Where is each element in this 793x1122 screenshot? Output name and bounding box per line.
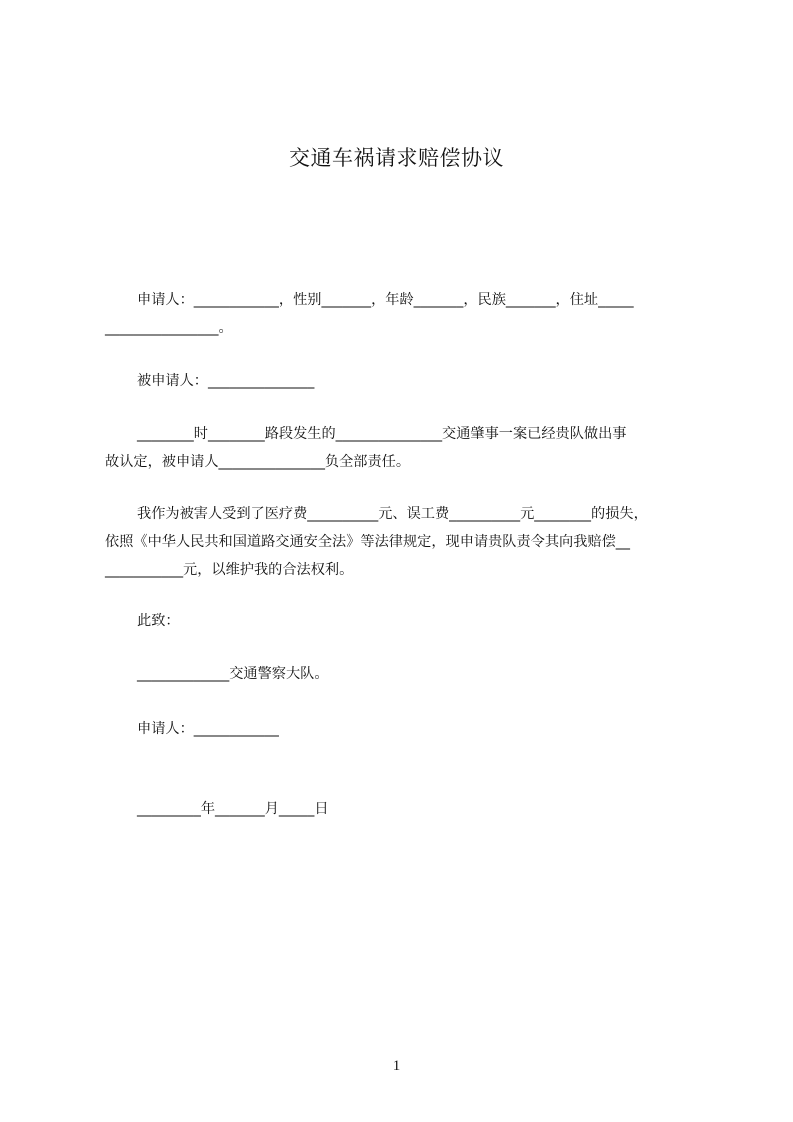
claim-line-2: 依照《中华人民共和国道路交通安全法》等法律规定，现申请贵队责令其向我赔偿__: [105, 534, 630, 550]
salutation-paragraph: [105, 607, 705, 635]
applicant-info-line-1: 申请人：____________，性别_______，年龄_______，民族_______，住址_____: [137, 292, 634, 308]
claim-line-3: ___________元，以维护我的合法权利。: [105, 562, 354, 578]
accident-line-1: ________时________路段发生的_______________交通肇事一案已经贵队做出事: [137, 426, 627, 442]
accident-paragraph: [105, 420, 705, 476]
claim-line-1: 我作为被害人受到了医疗费__________元、误工费__________元________的损失，: [137, 506, 648, 522]
recipient-line: _____________交通警察大队。: [137, 666, 329, 682]
date-paragraph: [105, 795, 705, 823]
signature-paragraph: [105, 715, 705, 743]
document-title: 交通车祸请求赔偿协议: [289, 146, 504, 170]
claim-paragraph: [105, 500, 705, 584]
recipient-paragraph: [105, 660, 705, 688]
respondent-paragraph: [105, 367, 705, 395]
respondent-line: 被申请人：_______________: [137, 373, 315, 389]
signature-line: 申请人：____________: [137, 721, 279, 737]
salutation-line: 此致：: [137, 613, 180, 629]
applicant-info-paragraph: [105, 286, 705, 342]
page-number: 1: [392, 1058, 401, 1074]
date-line: _________年_______月_____日: [137, 801, 329, 817]
accident-line-2: 故认定，被申请人_______________负全部责任。: [105, 454, 411, 470]
applicant-info-line-2: ________________。: [105, 320, 233, 336]
